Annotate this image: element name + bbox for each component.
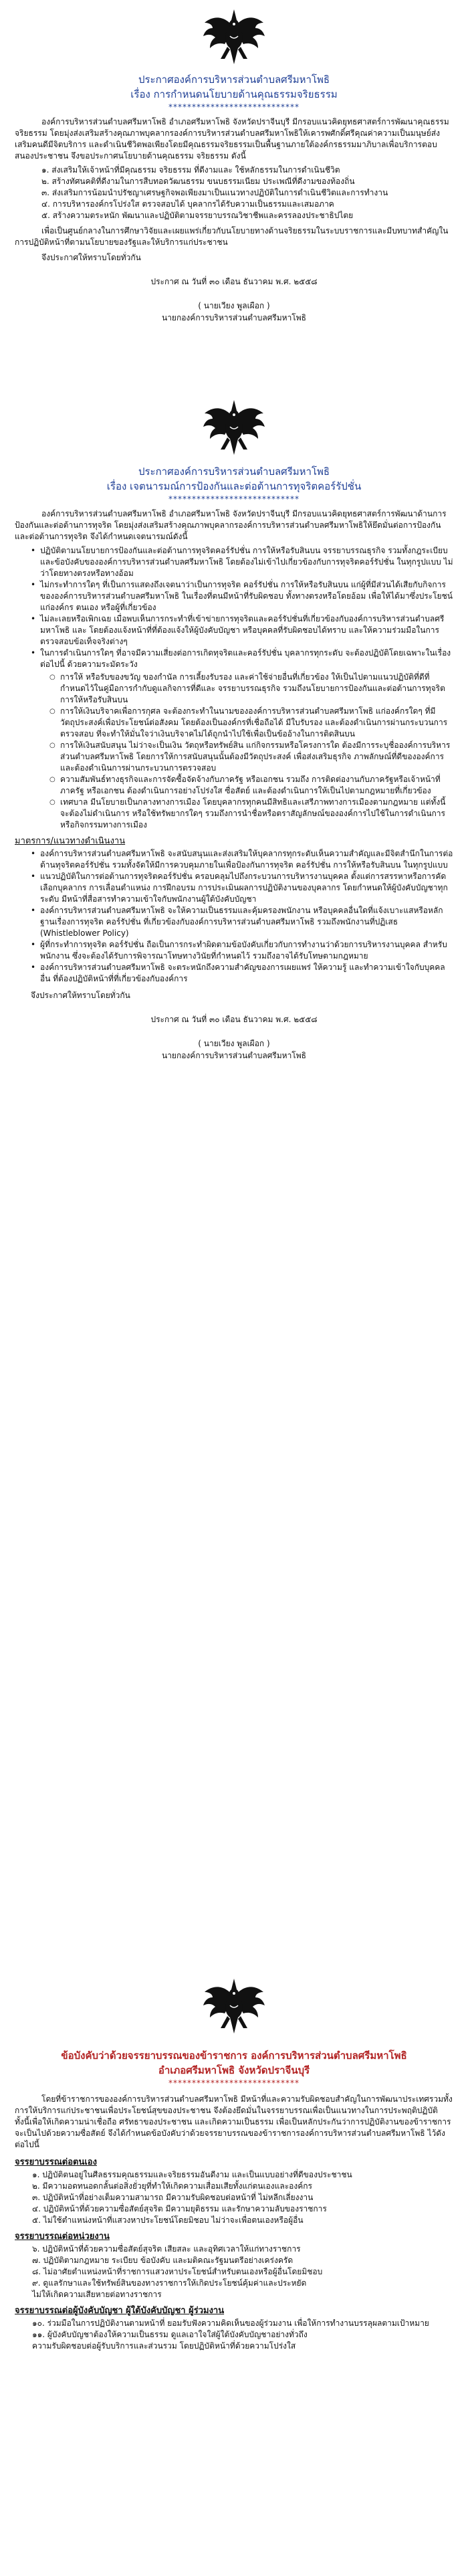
heading-colleagues: จรรยาบรรณต่อผู้บังคับบัญชา ผู้ใต้บังคับบัญชา ผู้ร่วมงาน: [15, 2306, 225, 2316]
list-item: ๘. ไม่อาศัยตำแหน่งหน้าที่ราชการแสวงหาประโยชน์สำหรับตนเองหรือผู้อื่นโดยมิชอบ: [32, 2267, 323, 2276]
list-item: • แนวปฏิบัติในการต่อต้านการทุจริตคอร์รัปชั่น ครอบคลุมไปถึงกระบวนการบริหารงานบุคคล ตั้งแต่การสรรหาหรือการคัดเลือกบุคลากร การเลื่อนตำแหน่ง การฝึกอบรม การประเมินผลการปฏิบัติงานของบุคลากร โดยกำหนดให้ผู้บังคับบัญชาทุกระดับ มีหน้าที่สื่อสารทำความเข้าใจกับพนักงานผู้ใต้บังคับบัญชา: [31, 871, 453, 905]
list-item: ○ ความสัมพันธ์ทางธุรกิจและการจัดซื้อจัดจ้างกับภาครัฐ หรือเอกชน รวมถึง การติดต่องานกับภาครัฐหรือเจ้าหน้าที่ภาครัฐ หรือเอกชน ต้องดำเนินการอย่างโปร่งใส ซื่อสัตย์ และต้องดำเนินการให้เป็นไปตามกฎหมายที่เกี่ยวข้อง: [49, 774, 453, 797]
list-item: ๔. การบริหารองค์กรโปร่งใส ตรวจสอบได้ บุคลากรได้รับความเป็นธรรมและเสมอภาค: [41, 199, 334, 209]
announcement-title: ประกาศองค์การบริหารส่วนตำบลศรีมหาโพธิ: [138, 466, 330, 478]
list-item: ๑. ส่งเสริมให้เจ้าหน้าที่มีคุณธรรม จริยธรรม ที่ดีงามและ ใช้หลักธรรมในการดำเนินชีวิต: [41, 165, 340, 175]
heading-agency: จรรยาบรรณต่อหน่วยงาน: [15, 2232, 110, 2242]
list-item: ○ การให้เงินบริจาคเพื่อการกุศล จะต้องกระทำในนามขององค์การบริหารส่วนตำบลศรีมหาโพธิ แก่องค์กรใดๆ ที่มีวัตถุประสงค์เพื่อประโยชน์ต่อสังคม โดยต้องเป็นองค์กรที่เชื่อถือได้ มีใบรับรอง และต้องดำเนินการผ่านกระบวนการตรวจสอบ ที่จะทำให้มั่นใจว่าเงินบริจาคไม่ได้ถูกนำไปใช้เพื่อเป็นข้ออ้างในการติดสินบน: [49, 706, 453, 740]
list-item: ○ การให้ หรือรับของขวัญ ของกำนัล การเลี้ยงรับรอง และค่าใช้จ่ายอื่นที่เกี่ยวข้อง ให้เป็นไปตามแนวปฏิบัติที่ดีที่กำหนดไว้ในคู่มือการกำกับดูแลกิจการที่ดีและ จรรยาบรรณธุรกิจ รวมถึงนโยบายการป้องกันและต่อต้านการทุจริต การให้หรือรับสินบน: [49, 672, 453, 706]
list-item: ความรับผิดชอบต่อผู้รับบริการและส่วนรวม โดยปฏิบัติหน้าที่ด้วยความโปร่งใส: [32, 2341, 296, 2351]
list-item: • องค์การบริหารส่วนตำบลศรีมหาโพธิ จะสนับสนุนและส่งเสริมให้บุคลากรทุกระดับเห็นความสำคัญและมีจิตสำนึกในการต่อต้านทุจริตคอร์รัปชั่น รวมทั้งจัดให้มีการควบคุมภายในเพื่อป้องกันการทุจริต คอร์รัปชั่น การให้หรือรับสินบน ในทุกรูปแบบ: [31, 848, 453, 871]
list-item: ๕. สร้างความตระหนัก พัฒนาและปฏิบัติตามจรรยาบรรณวิชาชีพและครรลองประชาธิปไตย: [41, 211, 354, 220]
measures-list: [15, 848, 453, 985]
announcement-anti-corruption: [0, 393, 468, 1062]
list-item: • ปฏิบัติตามนโยบายการป้องกันและต่อต้านการทุจริตคอร์รัปชั่น การให้หรือรับสินบน จรรยาบรรณธุรกิจ รวมทั้งกฎระเบียบ และข้อบังคับขององค์การบริหารส่วนตำบลศรีมหาโพธิ โดยต้องไม่เข้าไปเกี่ยวข้องกับการทุจริตคอร์รัปชั่น ในทุกรูปแบบ ไม่ว่าโดยทางตรงหรือทางอ้อม: [31, 545, 453, 579]
list-item: ๗. ปฏิบัติตามกฎหมาย ระเบียบ ข้อบังคับ และมติคณะรัฐมนตรีอย่างเคร่งครัด: [32, 2256, 294, 2265]
list-item: ○ เทศบาล มีนโยบายเป็นกลางทางการเมือง โดยบุคลากรทุกคนมีสิทธิและเสรีภาพทางการเมืองตามกฎหมาย แต่ทั้งนี้จะต้องไม่ดำเนินการ หรือใช้ทรัพยากรใดๆ รวมถึงการนำชื่อหรือตราสัญลักษณ์ขององค์การไปใช้ในการดำเนินการหรือกิจกรรมทางการเมือง: [49, 797, 453, 831]
list-item: ๓. ส่งเสริมการน้อมนำปรัชญาเศรษฐกิจพอเพียงมาเป็นแนวทางปฏิบัติในการดำเนินชีวิตและการทำงาน: [41, 188, 388, 197]
signer-position: นายกองค์การบริหารส่วนตำบลศรีมหาโพธิ: [161, 313, 306, 322]
signer-name: ( นายเวียง พูลเผือก ): [198, 1039, 270, 1048]
closing-paragraph: เพื่อเป็นศูนย์กลางในการศึกษาวิจัยและเผยแพร่เกี่ยวกับนโยบายทางด้านจริยธรรมในระบบราชการและมีบทบาทสำคัญในการปฏิบัติหน้าที่ตามนโยบายของรัฐและให้บริการแก่ประชาชน: [15, 226, 449, 247]
intro-paragraph: องค์การบริหารส่วนตำบลศรีมหาโพธิ อำเภอศรีมหาโพธิ จังหวัดปราจีนบุรี มีกรอบแนวคิดยุทธศาสตร์การพัฒนาคุณธรรม จริยธรรม โดยมุ่งส่งเสริมสร้างคุณภาพบุคลากรองค์การบริหารส่วนตำบลศรีมหาโพธิให้เคารพศักดิ์ศรีคุณค่าความเป็นมนุษย์ส่งเสริมคนดีมีจิตบริการ และดำเนินชีวิตพอเพียงโดยมีคุณธรรมจริยธรรมเป็นพื้นฐานภายใต้องค์กรธรรมมาภิบาลเพื่อบริการตอบสนองประชาชน จึงขอประกาศนโยบายด้านคุณธรรม จริยธรรม ดังนี้: [15, 117, 449, 161]
announcement-subject: เรื่อง การกำหนดนโยบายด้านคุณธรรมจริยธรรม: [130, 88, 338, 100]
list-item: ๕. ไม่ใช้ตำแหน่งหน้าที่แสวงหาประโยชน์โดยมิชอบ ไม่ว่าจะเพื่อตนเองหรือผู้อื่น: [32, 2215, 304, 2225]
list-item: ๖. ปฏิบัติหน้าที่ด้วยความซื่อสัตย์สุจริต เสียสละ และอุทิศเวลาให้แก่ทางราชการ: [32, 2244, 301, 2254]
list-item: • องค์การบริหารส่วนตำบลศรีมหาโพธิ จะตระหนักถึงความสำคัญของการเผยแพร่ ให้ความรู้ และทำความเข้าใจกับบุคคลอื่น ที่ต้องปฏิบัติหน้าที่ที่เกี่ยวข้องกับองค์การ: [31, 962, 453, 985]
agency-tail: ไม่ให้เกิดความเสียหายต่อทางราชการ: [32, 2290, 162, 2299]
list-item: ๑. ปฏิบัติตนอยู่ในศีลธรรมคุณธรรมและจริยธรรมอันดีงาม และเป็นแบบอย่างที่ดีของประชาชน: [32, 2170, 352, 2179]
heading-self: จรรยาบรรณต่อตนเอง: [15, 2157, 97, 2167]
announcement-subject: เรื่อง เจตนารมณ์การป้องกันและต่อต้านการทุจริตคอร์รัปชั่น: [106, 480, 362, 492]
list-item: ๒. สร้างทัศนคติที่ดีงามในการสืบทอดวัฒนธรรม ขนบธรรมเนียม ประเพณีที่ดีงามของท้องถิ่น: [41, 177, 355, 186]
garuda-emblem-icon: [201, 3, 267, 70]
colleague-ethics-list: [15, 2318, 453, 2352]
code-subtitle: อำเภอศรีมหาโพธิ จังหวัดปราจีนบุรี: [158, 2064, 310, 2076]
announcement-title: ประกาศองค์การบริหารส่วนตำบลศรีมหาโพธิ: [138, 74, 330, 86]
list-item: • ในการดำเนินการใดๆ ที่อาจมีความเสี่ยงต่อการเกิดทุจริตและคอร์รัปชั่น บุคลากรทุกระดับ จะต้องปฏิบัติโดยเฉพาะในเรื่องต่อไปนี้ ด้วยความระมัดระวัง: [31, 648, 453, 670]
list-item: • ไม่ละเลยหรือเพิกเฉย เมื่อพบเห็นการกระทำที่เข้าข่ายการทุจริตและคอร์รัปชั่นที่เกี่ยวข้องกับองค์การบริหารส่วนตำบลศรีมหาโพธิ และ โดยต้องแจ้งหน้าที่ที่ต้องแจ้งให้ผู้บังคับบัญชา หรือบุคคลที่รับผิดชอบได้ทราบ และให้ความร่วมมือในการตรวจสอบข้อเท็จจริงต่างๆ: [31, 613, 453, 648]
garuda-emblem-icon: [201, 1972, 267, 2039]
policy-list: [15, 165, 453, 221]
list-item: • ผู้ที่กระทำการทุจริต คอร์รัปชั่น ถือเป็นการกระทำผิดตามข้อบังคับเกี่ยวกับการทำงานว่าด้วยการบริหารงานบุคคล สำหรับพนักงาน ซึ่งจะต้องได้รับการพิจารณาโทษทางวินัยที่กำหนดไว้ รวมถึงอาจได้รับโทษตามกฎหมาย: [31, 939, 453, 962]
garuda-emblem-icon: [201, 393, 267, 460]
list-item: ๔. ปฏิบัติหน้าที่ด้วยความซื่อสัตย์สุจริต มีความยุติธรรม และรักษาความลับของราชการ: [32, 2204, 327, 2213]
divider-stars: ****************************: [168, 494, 300, 504]
code-title: ข้อบังคับว่าด้วยจรรยาบรรณของข้าราชการ องค์การบริหารส่วนตำบลศรีมหาโพธิ: [61, 2050, 407, 2062]
signer-position: นายกองค์การบริหารส่วนตำบลศรีมหาโพธิ: [161, 1051, 306, 1060]
list-item: ๒. มีความอดทนอดกลั้นต่อสิ่งยั่วยุที่ทำให้เกิดความเสื่อมเสียทั้งแก่ตนเองและองค์กร: [32, 2181, 312, 2191]
list-item: ○ การให้เงินสนับสนุน ไม่ว่าจะเป็นเงิน วัตถุหรือทรัพย์สิน แก่กิจกรรมหรือโครงการใด ต้องมีการระบุชื่อองค์การบริหารส่วนตำบลศรีมหาโพธิ โดยการให้การสนับสนุนนั้นต้องมีวัตถุประสงค์ เพื่อส่งเสริมธุรกิจ ภาพลักษณ์ที่ดีขององค์การและต้องดำเนินการผ่านกระบวนการตรวจสอบ: [49, 740, 453, 774]
announce-line: จึงประกาศให้ทราบโดยทั่วกัน: [31, 991, 130, 1000]
announce-date: ประกาศ ณ วันที่ ๓๐ เดือน ธันวาคม พ.ศ. ๒๕๕๘: [150, 277, 318, 286]
list-item: • องค์การบริหารส่วนตำบลศรีมหาโพธิ จะให้ความเป็นธรรมและคุ้มครองพนักงาน หรือบุคคลอื่นใดที่แจ้งเบาะแสหรือหลักฐานเรื่องการทุจริต คอร์รัปชั่น ที่เกี่ยวข้องกับองค์การบริหารส่วนตำบลศรีมหาโพธิ รวมถึงพนักงานที่ปฏิเสธ (Whistleblower Policy): [31, 905, 453, 939]
list-item: ๓. ปฏิบัติหน้าที่อย่างเต็มความสามารถ มีความรับผิดชอบต่อหน้าที่ ไม่หลีกเลี่ยงงาน: [32, 2193, 314, 2202]
list-item: ๑๐. ร่วมมือในการปฏิบัติงานตามหน้าที่ ยอมรับฟังความคิดเห็นของผู้ร่วมงาน เพื่อให้การทำงานบรรลุผลตามเป้าหมาย: [32, 2318, 429, 2328]
divider-stars: ****************************: [168, 2078, 300, 2088]
caution-sublist: [15, 672, 453, 831]
list-item: • ไม่กระทำการใดๆ ที่เป็นการแสดงถึงเจตนาว่าเป็นการทุจริต คอร์รัปชั่น การให้หรือรับสินบน แก่ผู้ที่มีส่วนได้เสียกับกิจการขององค์การบริหารส่วนตำบลศรีมหาโพธิ ในเรื่องที่ตนมีหน้าที่รับผิดชอบ ทั้งทางตรงหรือโดยอ้อม เพื่อให้ได้มาซึ่งประโยชน์แก่องค์กร ตนเอง หรือผู้ที่เกี่ยวข้อง: [31, 579, 453, 613]
intro-paragraph: องค์การบริหารส่วนตำบลศรีมหาโพธิ อำเภอศรีมหาโพธิ จังหวัดปราจีนบุรี มีกรอบแนวคิดยุทธศาสตร์การพัฒนาด้านการป้องกันและต่อต้านการทุจริต โดยมุ่งส่งเสริมสร้างคุณภาพบุคลากรองค์การบริหารส่วนตำบลศรีมหาโพธิให้ยึดมั่นต่อการป้องกันและต่อต้านการทุจริต จึงได้กำหนดเจตนารมณ์ดังนี้: [15, 509, 447, 541]
agency-ethics-list: [15, 2244, 453, 2289]
divider-stars: ****************************: [168, 102, 300, 112]
announce-line: จึงประกาศให้ทราบโดยทั่วกัน: [41, 253, 141, 262]
commitment-list: [15, 545, 453, 670]
list-item: ๑๑. ผู้บังคับบัญชาต้องให้ความเป็นธรรม ดูแลเอาใจใส่ผู้ใต้บังคับบัญชาอย่างทั่วถึง: [32, 2330, 308, 2339]
measures-heading: มาตรการ/แนวทางดำเนินงาน: [15, 836, 126, 846]
intro-paragraph: โดยที่ข้าราชการขององค์การบริหารส่วนตำบลศรีมหาโพธิ มีหน้าที่และความรับผิดชอบสำคัญในการพัฒนาประเทศรวมทั้งการให้บริการแก่ประชาชนเพื่อประโยชน์สุขของประชาชน จึงต้องยึดมั่นในจรรยาบรรณเพื่อเป็นแนวทางในการประพฤติปฏิบัติ ทั้งนี้เพื่อให้เกิดความน่าเชื่อถือ ศรัทธาของประชาชน และเกิดความเป็นธรรม เพื่อเป็นหลักประกันว่าการปฏิบัติงานของข้าราชการจะเป็นไปด้วยความซื่อสัตย์ จึงได้กำหนดข้อบังคับว่าด้วยจรรยาบรรณของข้าราชการองค์การบริหารส่วนตำบลศรีมหาโพธิ ไว้ดังต่อไปนี้: [15, 2094, 453, 2149]
announce-date: ประกาศ ณ วันที่ ๓๐ เดือน ธันวาคม พ.ศ. ๒๕๕๘: [150, 1015, 318, 1024]
signer-name: ( นายเวียง พูลเผือก ): [198, 301, 270, 310]
self-ethics-list: [15, 2169, 453, 2226]
list-item: ๙. ดูแลรักษาและใช้ทรัพย์สินของทางราชการให้เกิดประโยชน์คุ้มค่าและประหยัด: [32, 2278, 307, 2288]
announcement-ethics-policy: [0, 0, 468, 324]
code-of-conduct: [0, 1972, 468, 2352]
